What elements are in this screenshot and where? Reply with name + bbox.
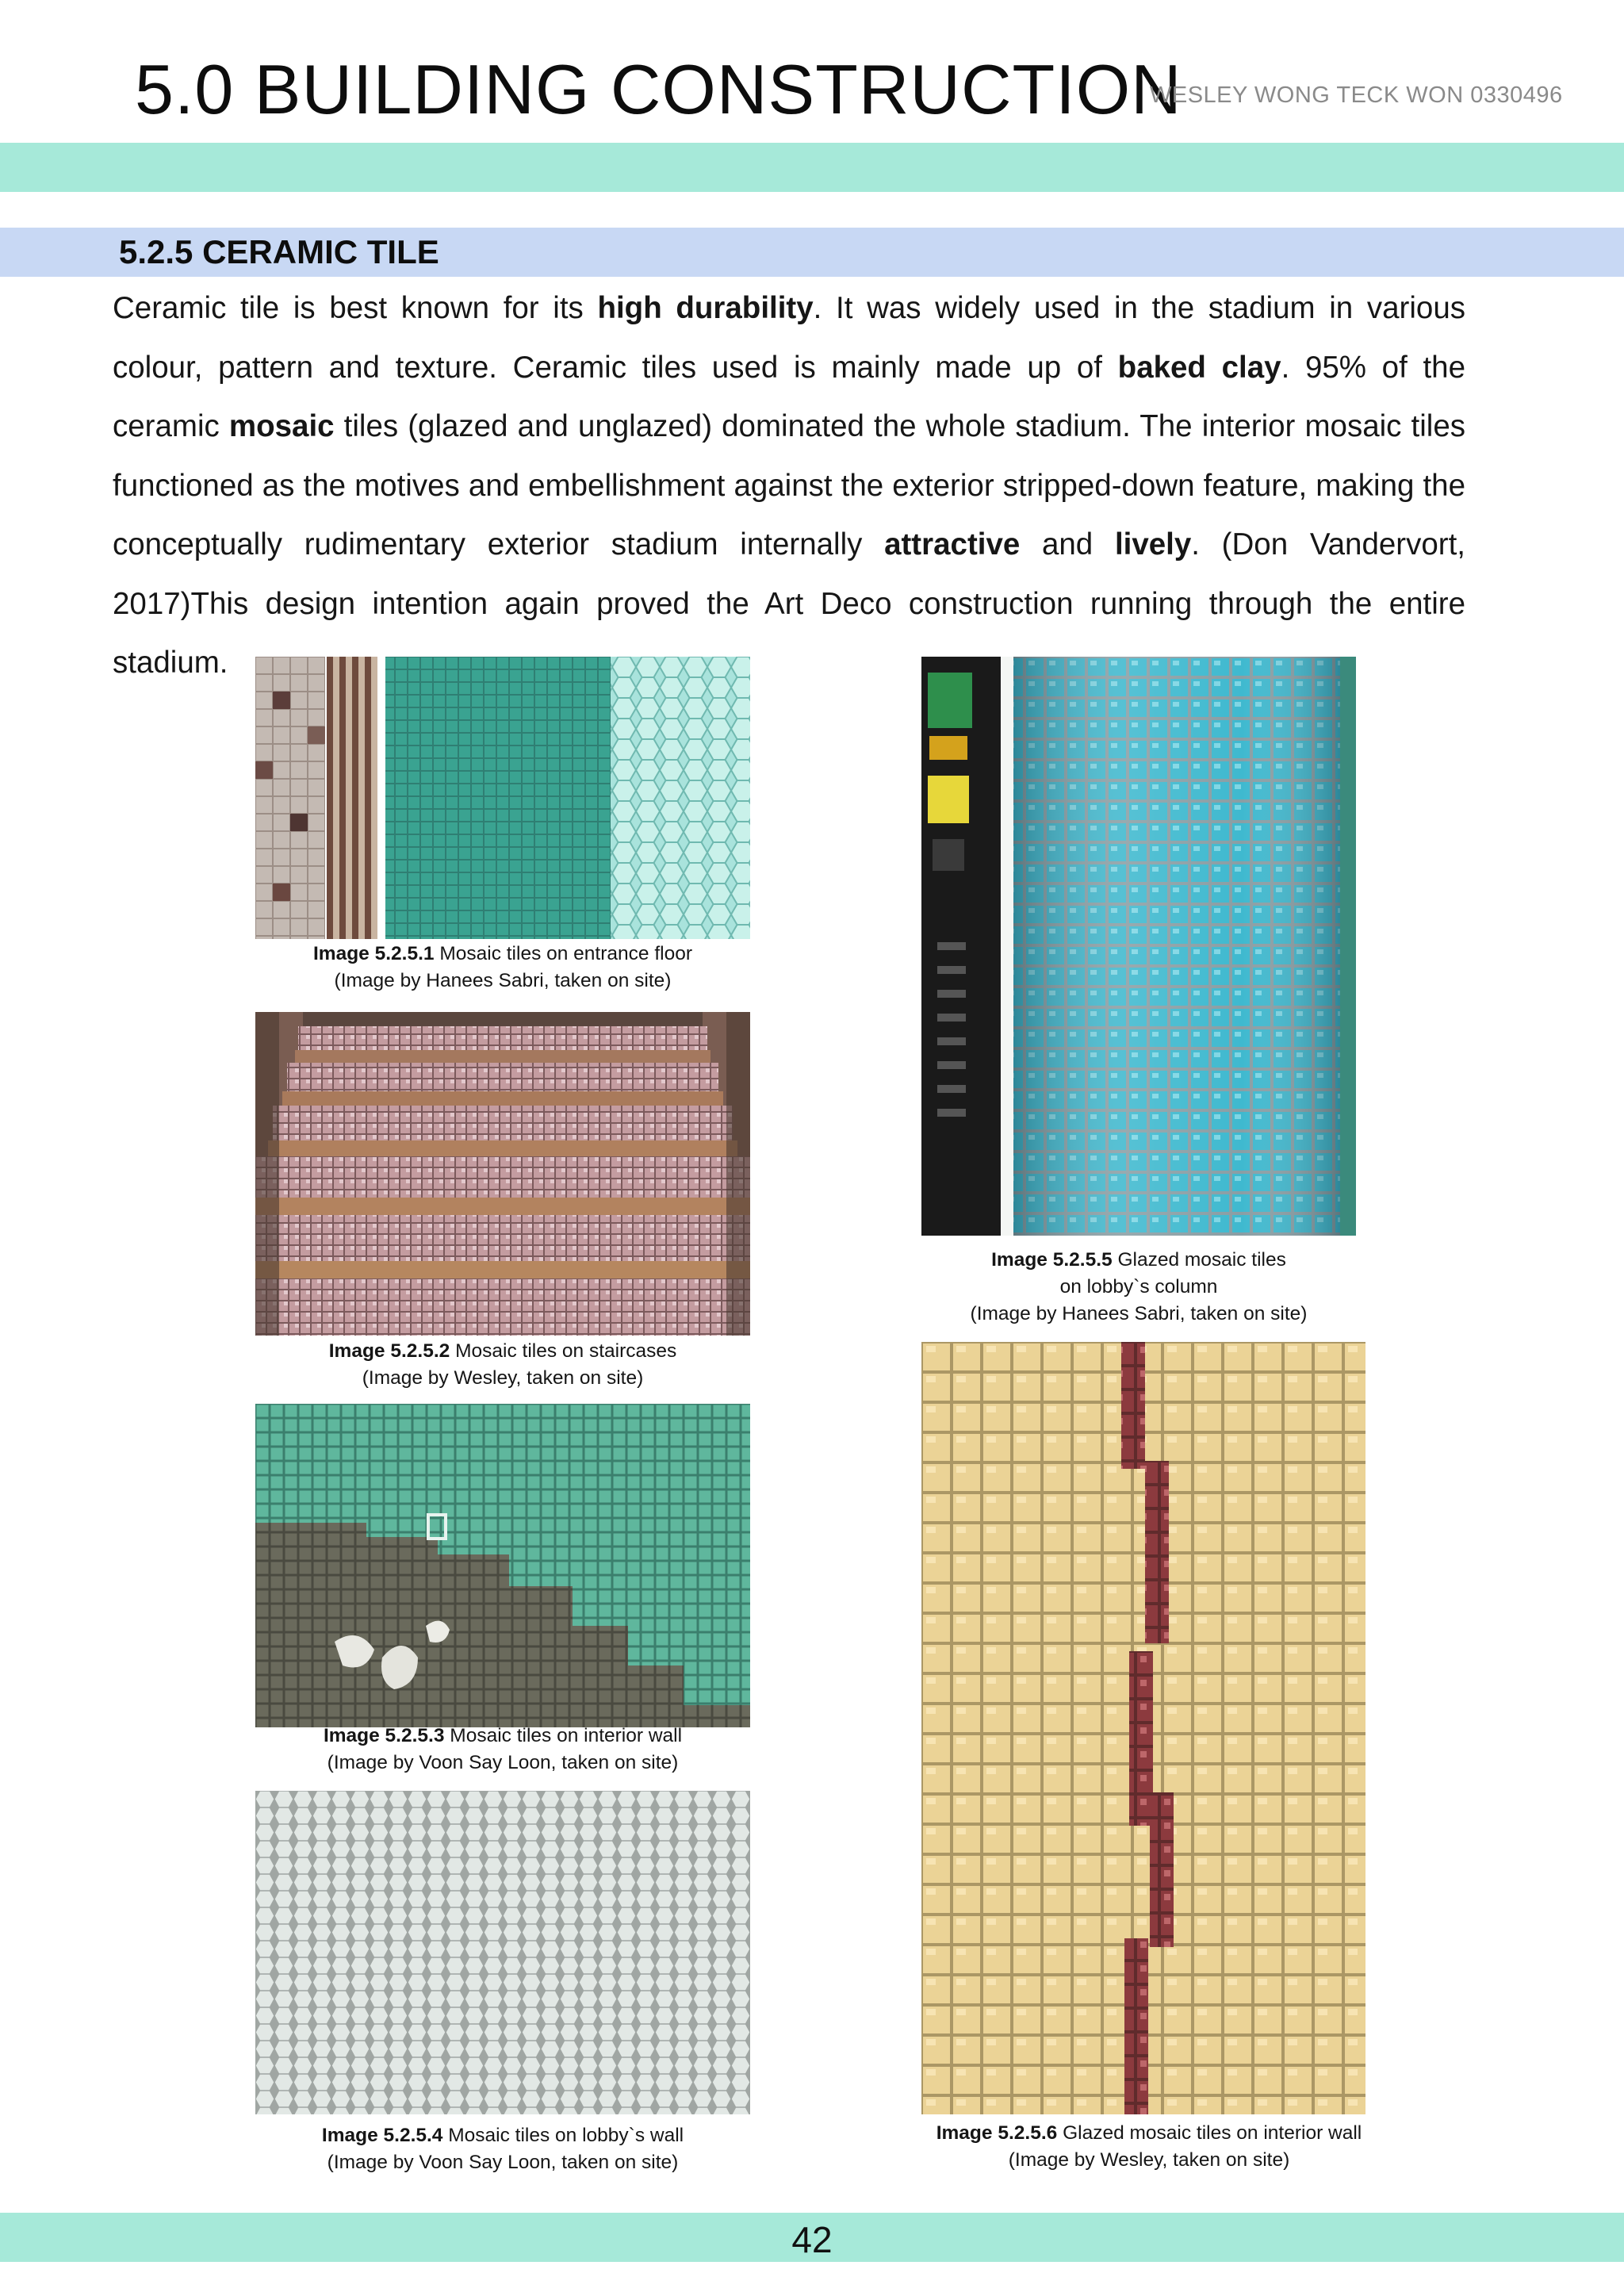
emphasis-text: high durability [597, 291, 814, 325]
paragraph-text: . 95% of the ceramic [113, 350, 1465, 443]
figure-caption: Image 5.2.5.1 Mosaic tiles on entrance floor (Image by Hanees Sabri, taken on site) [312, 943, 692, 991]
figure-caption: Image 5.2.5.2 Mosaic tiles on staircases (Image by Wesley, taken on site) [328, 1340, 677, 1389]
photo-entrance-floor [255, 657, 750, 939]
photo-staircases [255, 1012, 750, 1336]
paragraph-text: and [1020, 527, 1115, 562]
photo-lobby-column [921, 657, 1356, 1236]
figure-caption: Image 5.2.5.4 Mosaic tiles on lobby`s wall (Image by Voon Say Loon, taken on site) [321, 2125, 684, 2173]
emphasis-text: lively [1114, 527, 1192, 562]
photo-interior-wall-green [255, 1404, 750, 1727]
section-heading: 5.2.5 CERAMIC TILE [119, 233, 439, 270]
emphasis-text: mosaic [228, 409, 335, 443]
header-band [0, 143, 1624, 192]
author-name: WESLEY WONG TECK WON 0330496 [1150, 82, 1563, 108]
paragraph-text: . (Don Vandervort, 2017)This design intention again proved the Art Deco construction running through the entire stadium. [113, 527, 1465, 680]
emphasis-text: attractive [884, 527, 1021, 562]
figure-caption: Image 5.2.5.5 Glazed mosaic tiles on lobby`s column (Image by Hanees Sabri, taken on site) [970, 1249, 1308, 1324]
body-paragraph [113, 279, 1465, 693]
emphasis-text: baked clay [1117, 350, 1281, 385]
page-number: 42 [791, 2219, 833, 2260]
figure-caption: Image 5.2.5.6 Glazed mosaic tiles on interior wall (Image by Wesley, taken on site) [936, 2122, 1362, 2171]
paragraph-text: . It was widely used in the stadium in various colour, pattern and texture. Ceramic tiles used is mainly made up of [113, 291, 1465, 385]
paragraph-text: Ceramic tile is best known for its [113, 291, 598, 325]
photo-lobby-wall-hex [255, 1791, 750, 2114]
page-title: 5.0 BUILDING CONSTRUCTION [135, 50, 1182, 128]
paragraph-text: tiles (glazed and unglazed) dominated the whole stadium. The interior mosaic tiles functioned as the motives and embellishment against the exterior stripped-down feature, making the conceptually rudimentary exterior stadium internally [113, 409, 1465, 562]
figure-caption: Image 5.2.5.3 Mosaic tiles on interior wall (Image by Voon Say Loon, taken on site) [323, 1725, 683, 1773]
photo-interior-wall-yellow [921, 1342, 1365, 2114]
